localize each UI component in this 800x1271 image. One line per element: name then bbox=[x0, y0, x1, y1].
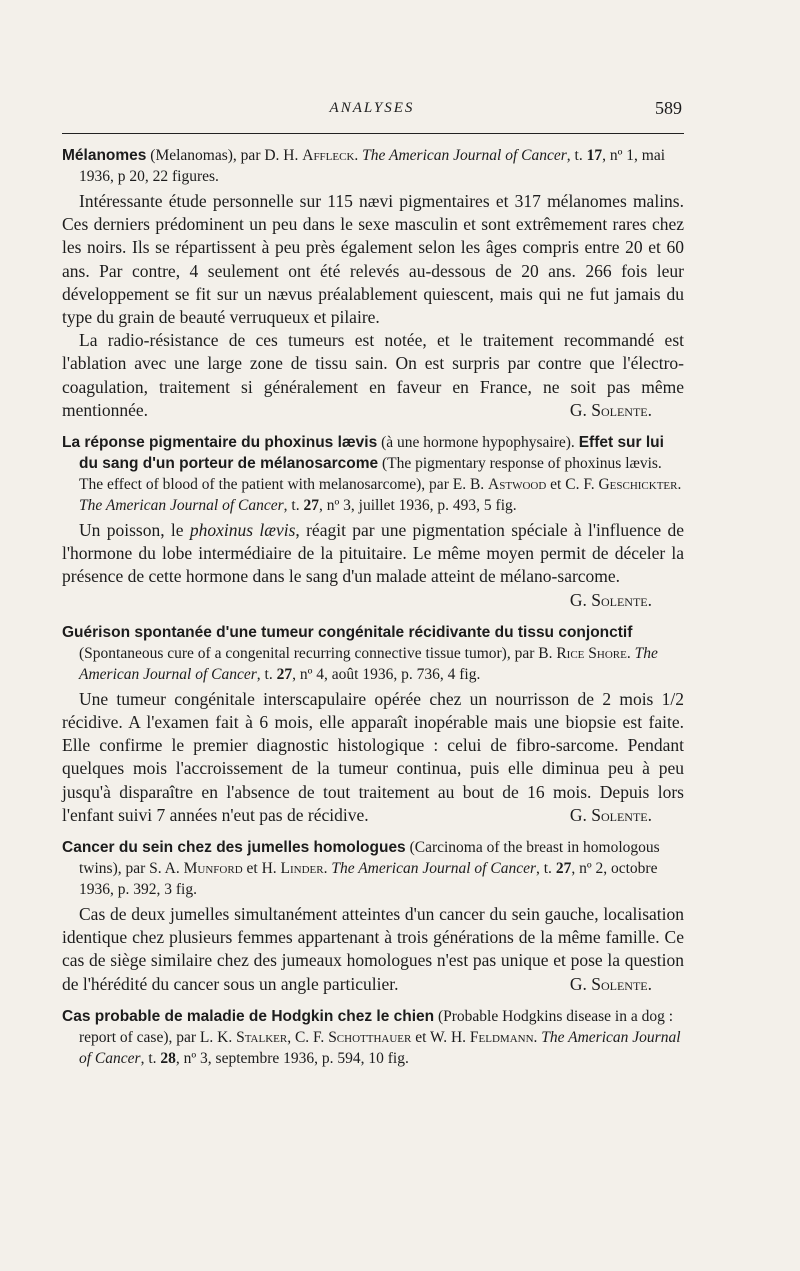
header-rule bbox=[62, 133, 684, 134]
entry-title: La réponse pigmentaire du phoxinus lævis bbox=[62, 434, 378, 452]
signature: G. Solente. bbox=[569, 399, 652, 420]
entry-paragraph: Un poisson, le phoxinus lævis, réagit par une pigmentation spéciale à l'influence de l'hormone du lobe intermédiaire de la pituitaire. Le même moyen permit de déceler la présence de cette hormone dans le sang d'un malade atteint de mélano-sarcome. G. Solente. bbox=[62, 519, 684, 589]
entry-citation: Mélanomes (Melanomas), par D. H. Affleck. The American Journal of Cancer, t. 17, nº 1, mai 1936, p 20, 22 figures. bbox=[62, 147, 666, 185]
volume-number: 27 bbox=[555, 860, 572, 878]
review-entry bbox=[62, 1006, 684, 1069]
entry-title: Cancer du sein chez des jumelles homologues bbox=[62, 839, 406, 857]
review-entry bbox=[62, 837, 684, 996]
entry-citation: Cancer du sein chez des jumelles homologues (Carcinoma of the breast in homologous twins), par S. A. Munford et H. Linder. The American Journal of Cancer, t. 27, nº 2, octobre 1936, p. 392, 3 fig. bbox=[62, 839, 660, 899]
entry-citation: Guérison spontanée d'une tumeur congénitale récidivante du tissu conjonctif (Spontaneous cure of a congenital recurring connective tissue tumor), par B. Rice Shore. The American Journal of Cancer, t. 27, nº 4, août 1936, p. 736, 4 fig. bbox=[62, 623, 658, 683]
author-name: Munford bbox=[183, 860, 243, 878]
journal-name: The American Journal of Cancer bbox=[79, 497, 284, 515]
author-name: Astwood bbox=[488, 476, 547, 494]
journal-name: The American Journal of Cancer bbox=[79, 1028, 681, 1067]
page-number: 589 bbox=[655, 98, 682, 118]
signature: G. Solente. bbox=[569, 804, 652, 825]
author-name: Rice Shore bbox=[556, 644, 627, 662]
entry-title: Guérison spontanée d'une tumeur congénitale récidivante du tissu conjonctif bbox=[62, 623, 633, 641]
page-header bbox=[62, 98, 682, 126]
author-name: Affleck bbox=[302, 147, 355, 164]
review-entry bbox=[62, 432, 684, 612]
author-name: Geschickter bbox=[598, 476, 678, 494]
entry-title-continued: Effet sur lui du sang d'un porteur de mélanosarcome bbox=[79, 434, 664, 473]
journal-name: The American Journal of Cancer bbox=[79, 644, 658, 683]
author-name: Linder bbox=[280, 860, 324, 878]
running-head: ANALYSES bbox=[329, 100, 415, 116]
entry-paragraph: Intéressante étude personnelle sur 115 nævi pigmentaires et 317 mélanomes malins. Ces derniers prédominent un peu dans le sexe masculin et sont extrêmement rares chez les noirs. Ils se répartissent à peu près également selon les âges compris entre 20 et 60 ans. Par contre, 4 seulement ont été relevés au-dessous de 20 ans. 266 fois leur développement se fit sur un nævus préalablement quiescent, mais qui ne fut jamais du type du grain de beauté verruqueux et pilaire. bbox=[62, 191, 684, 328]
author-name: Schotthauer bbox=[328, 1028, 412, 1046]
entry-paragraph: La radio-résistance de ces tumeurs est notée, et le traitement recommandé est l'ablation avec une large zone de tissu sain. On est surpris par contre que l'électro-coagulation, traitement si généralement en faveur en France, ne soit pas même mentionnée. G. Solente. bbox=[62, 329, 684, 422]
entry-citation: Cas probable de maladie de Hodgkin chez le chien (Probable Hodgkins disease in a dog : report of case), par L. K. Stalker, C. F. Schotthauer et W. H. Feldmann. The American Journal of Cancer, t. 28, nº 3, septembre 1936, p. 594, 10 fig. bbox=[62, 1007, 681, 1067]
entry-title: Mélanomes bbox=[62, 147, 147, 164]
journal-name: The American Journal of Cancer bbox=[362, 147, 567, 164]
signature: G. Solente. bbox=[569, 973, 652, 994]
volume-number: 27 bbox=[276, 665, 293, 683]
signature: G. Solente. bbox=[569, 589, 652, 610]
journal-name: The American Journal of Cancer bbox=[331, 860, 536, 878]
species-name: phoxinus lævis bbox=[189, 520, 296, 541]
volume-number: 17 bbox=[586, 147, 603, 164]
entry-paragraph: Une tumeur congénitale interscapulaire opérée chez un nourrisson de 2 mois 1/2 récidive. A l'examen fait à 6 mois, elle apparaît inopérable mais une biopsie est faite. Elle confirme le premier diagnostic histologique : celui de fibro-sarcome. Pendant quelques mois l'accroissement de la tumeur continua, puis elle diminua peu à peu jusqu'à disparaître en l'absence de tout traitement au bout de 16 mois. Depuis lors l'enfant suivi 7 années n'eut pas de récidive. G. Solente. bbox=[62, 688, 684, 827]
author-name: Feldmann bbox=[469, 1028, 534, 1046]
volume-number: 28 bbox=[160, 1049, 176, 1067]
volume-number: 27 bbox=[303, 497, 319, 515]
review-entry bbox=[62, 145, 684, 422]
author-name: Stalker bbox=[236, 1028, 288, 1046]
entry-title: Cas probable de maladie de Hodgkin chez le chien bbox=[62, 1007, 435, 1025]
review-entry bbox=[62, 622, 684, 827]
entry-citation: La réponse pigmentaire du phoxinus lævis (à une hormone hypophysaire). Effet sur lui du sang d'un porteur de mélanosarcome (The pigmentary response of phoxinus lævis. The effect of blood of the patient with melanosarcome), par E. B. Astwood et C. F. Geschickter. The American Journal of Cancer, t. 27, nº 3, juillet 1936, p. 493, 5 fig. bbox=[62, 434, 682, 515]
page-content bbox=[62, 145, 684, 1079]
entry-paragraph: Cas de deux jumelles simultanément atteintes d'un cancer du sein gauche, localisation identique chez plusieurs femmes appartenant à trois générations de la même famille. Ce cas de siège similaire chez des jumeaux homologues n'est pas unique et pose la question de l'hérédité du cancer sous un angle particulier. G. Solente. bbox=[62, 903, 684, 996]
